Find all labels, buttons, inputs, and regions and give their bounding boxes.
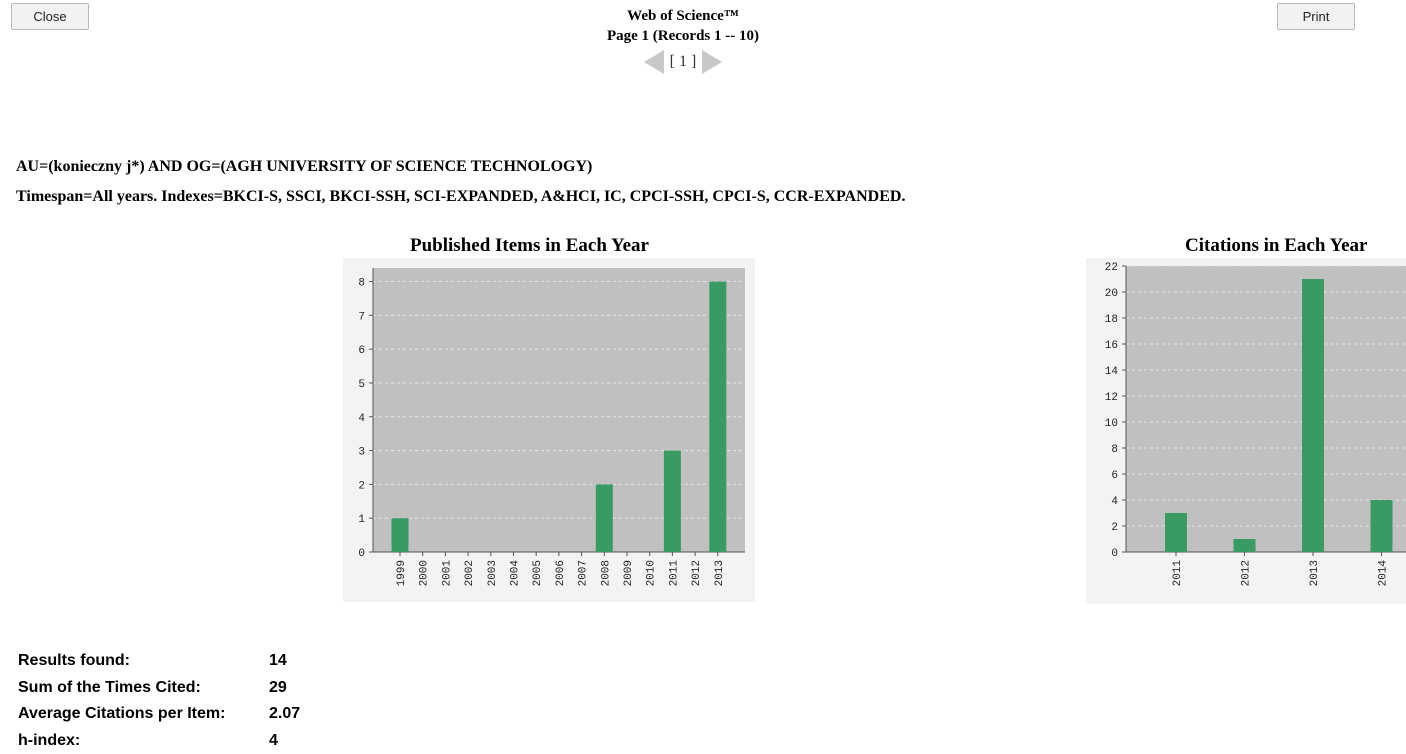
stat-row bbox=[18, 701, 300, 728]
x-tick-label: 2002 bbox=[464, 560, 476, 586]
stat-label: Results found: bbox=[18, 652, 269, 670]
x-tick-label: 2000 bbox=[419, 560, 431, 586]
x-tick-label: 2012 bbox=[691, 560, 703, 586]
bar bbox=[392, 518, 409, 552]
y-tick-label: 0 bbox=[358, 548, 365, 560]
bar bbox=[664, 451, 681, 552]
citation-stats bbox=[18, 648, 300, 754]
x-tick-label: 2009 bbox=[623, 560, 635, 586]
report-header bbox=[0, 6, 1366, 74]
y-tick-label: 8 bbox=[1111, 444, 1118, 456]
x-tick-label: 2014 bbox=[1378, 560, 1390, 587]
y-tick-label: 16 bbox=[1105, 340, 1118, 352]
x-tick-label: 2010 bbox=[646, 560, 658, 586]
citations-chart bbox=[1086, 258, 1406, 604]
y-tick-label: 6 bbox=[1111, 470, 1118, 482]
y-tick-label: 20 bbox=[1105, 288, 1118, 300]
bar bbox=[1165, 513, 1187, 552]
y-tick-label: 18 bbox=[1105, 314, 1118, 326]
x-tick-label: 2011 bbox=[1172, 560, 1184, 587]
y-tick-label: 4 bbox=[358, 413, 365, 425]
y-tick-label: 8 bbox=[358, 278, 365, 290]
pager bbox=[0, 50, 1366, 74]
y-tick-label: 12 bbox=[1105, 392, 1118, 404]
stat-value: 4 bbox=[269, 732, 278, 750]
stat-label: Average Citations per Item: bbox=[18, 705, 269, 723]
stat-value: 2.07 bbox=[269, 705, 300, 723]
x-tick-label: 2012 bbox=[1241, 560, 1253, 586]
stat-label: Sum of the Times Cited: bbox=[18, 679, 269, 697]
x-tick-label: 2004 bbox=[510, 560, 522, 587]
stat-row bbox=[18, 728, 300, 754]
y-tick-label: 2 bbox=[358, 480, 365, 492]
stat-row bbox=[18, 675, 300, 702]
next-page-icon[interactable] bbox=[702, 50, 722, 74]
citations-chart-container bbox=[1086, 232, 1366, 604]
x-tick-label: 2011 bbox=[668, 560, 680, 587]
bar bbox=[709, 282, 726, 552]
y-tick-label: 3 bbox=[358, 447, 365, 459]
page-number: [ 1 ] bbox=[670, 53, 697, 71]
bar bbox=[596, 484, 613, 552]
search-query bbox=[16, 152, 905, 212]
y-tick-label: 1 bbox=[358, 514, 365, 526]
x-tick-label: 2013 bbox=[1309, 560, 1321, 586]
x-tick-label: 2006 bbox=[555, 560, 567, 586]
y-tick-label: 0 bbox=[1111, 548, 1118, 560]
y-tick-label: 6 bbox=[358, 345, 365, 357]
query-line: AU=(konieczny j*) AND OG=(AGH UNIVERSITY OF SCIENCE TECHNOLOGY) bbox=[16, 152, 905, 182]
timespan-line: Timespan=All years. Indexes=BKCI-S, SSCI, BKCI-SSH, SCI-EXPANDED, A&HCI, IC, CPCI-SSH, CPCI-S, CCR-EXPANDED. bbox=[16, 182, 905, 212]
y-tick-label: 22 bbox=[1105, 262, 1118, 274]
x-tick-label: 2005 bbox=[532, 560, 544, 586]
stat-label: h-index: bbox=[18, 732, 269, 750]
y-tick-label: 10 bbox=[1105, 418, 1118, 430]
bar bbox=[1234, 539, 1256, 552]
stat-value: 14 bbox=[269, 652, 287, 670]
prev-page-icon[interactable] bbox=[644, 50, 664, 74]
chart-title-citations: Citations in Each Year bbox=[1185, 235, 1367, 257]
stat-value: 29 bbox=[269, 679, 287, 697]
plot-area bbox=[1126, 266, 1406, 552]
x-tick-label: 2001 bbox=[441, 560, 453, 587]
y-tick-label: 7 bbox=[358, 311, 365, 323]
plot-area bbox=[373, 268, 745, 552]
page-title: Web of Science™ bbox=[0, 6, 1366, 26]
x-tick-label: 2008 bbox=[600, 560, 612, 586]
page-info: Page 1 (Records 1 -- 10) bbox=[0, 26, 1366, 46]
y-tick-label: 5 bbox=[358, 379, 365, 391]
x-tick-label: 2013 bbox=[714, 560, 726, 586]
y-tick-label: 2 bbox=[1111, 522, 1118, 534]
y-tick-label: 4 bbox=[1111, 496, 1118, 508]
stat-row bbox=[18, 648, 300, 675]
published-items-chart bbox=[343, 258, 755, 602]
bar bbox=[1371, 500, 1393, 552]
x-tick-label: 2007 bbox=[578, 560, 590, 586]
print-button[interactable]: Print bbox=[1277, 3, 1355, 30]
x-tick-label: 2003 bbox=[487, 560, 499, 586]
close-button[interactable]: Close bbox=[11, 3, 89, 30]
chart-title-published: Published Items in Each Year bbox=[410, 235, 649, 257]
x-tick-label: 1999 bbox=[396, 560, 408, 586]
y-tick-label: 14 bbox=[1105, 366, 1119, 378]
bar bbox=[1302, 279, 1324, 552]
